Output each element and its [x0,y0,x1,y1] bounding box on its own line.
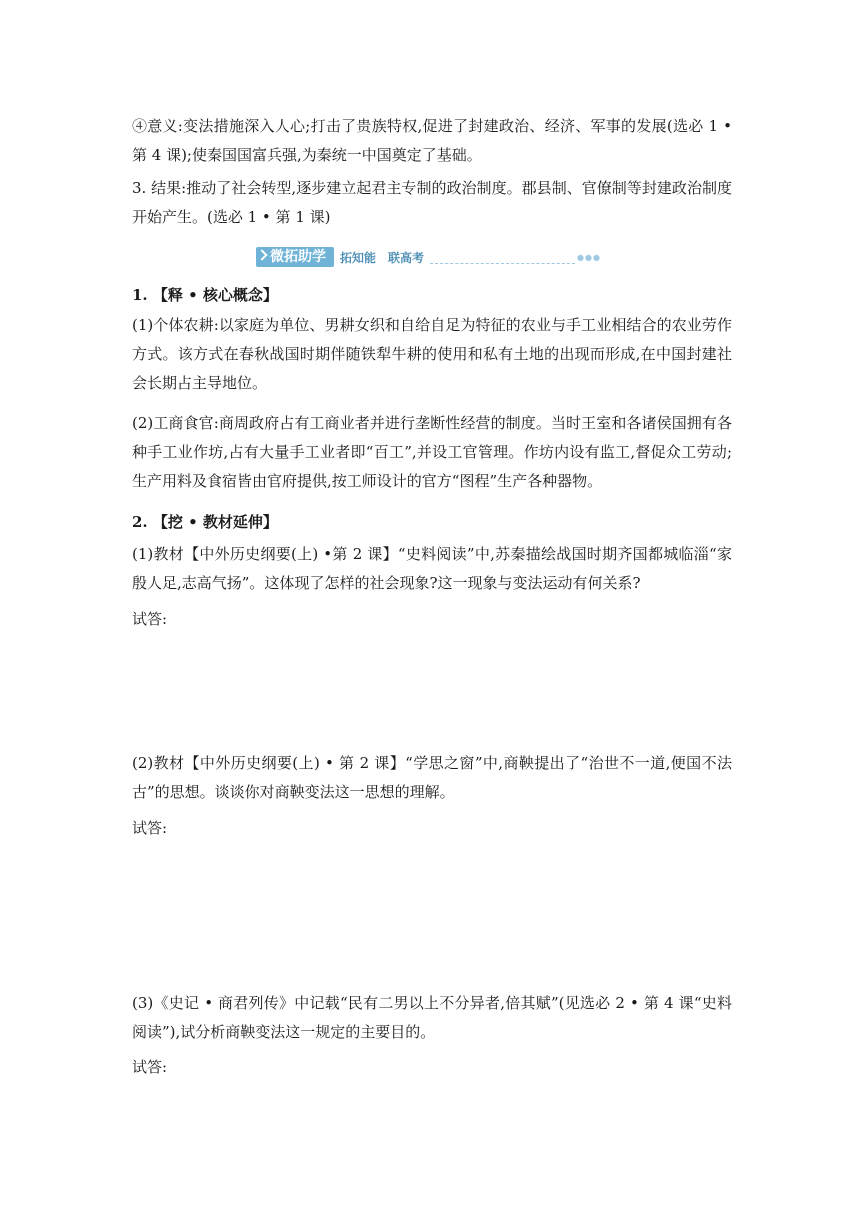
answer-label-3: 试答: [132,1058,168,1076]
paragraph-significance: ④意义:变法措施深入人心;打击了贵族特权,促进了封建政治、经济、军事的发展(选必 1 •第 4 课);使秦国国富兵强,为秦统一中国奠定了基础。 [132,117,732,164]
answer-label-2: 试答: [132,819,168,837]
section-banner [256,246,601,268]
banner-subtitle: 拓知能 联高考 [340,250,425,265]
banner-tag: 微拓助学 [256,247,334,267]
question-2: (2)教材【中外历史纲要(上) • 第 2 课】“学思之窗”中,商鞅提出了“治世不一道,便国不法古”的思想。谈谈你对商鞅变法这一思想的理解。 [132,754,732,801]
banner-dots-icon: ●●● [577,252,601,262]
paragraph-concept-officials: (2)工商食官:商周政府占有工商业者并进行垄断性经营的制度。当时王室和各诸侯国拥有各种手工业作坊,占有大量手工业者即“百工”,并设工官管理。作坊内设有监工,督促众工劳动;生产用料及食宿皆由官府提供,按工师设计的官方“图程”生产各种器物。 [132,414,732,490]
question-3: (3)《史记 • 商君列传》中记载“民有二男以上不分异者,倍其赋”(见选必 2 • 第 4 课“史料阅读”),试分析商鞅变法这一规定的主要目的。 [132,994,732,1041]
paragraph-concept-farming: (1)个体农耕:以家庭为单位、男耕女织和自给自足为特征的农业与手工业相结合的农业劳作方式。该方式在春秋战国时期伴随铁犁牛耕的使用和私有土地的出现而形成,在中国封建社会长期占主导地位。 [132,316,732,392]
banner-dashed-line [430,251,575,264]
paragraph-result: 3. 结果:推动了社会转型,逐步建立起君主专制的政治制度。郡县制、官僚制等封建政治制度开始产生。(选必 1 • 第 1 课) [132,179,732,226]
heading-textbook-extension: 2. 【挖 • 教材延伸】 [132,513,278,531]
answer-label-1: 试答: [132,610,168,628]
heading-core-concepts: 1. 【释 • 核心概念】 [132,286,278,304]
question-1: (1)教材【中外历史纲要(上) •第 2 课】“史料阅读”中,苏秦描绘战国时期齐国都城临淄“家殷人足,志高气扬”。这体现了怎样的社会现象?这一现象与变法运动有何关系? [132,545,732,592]
